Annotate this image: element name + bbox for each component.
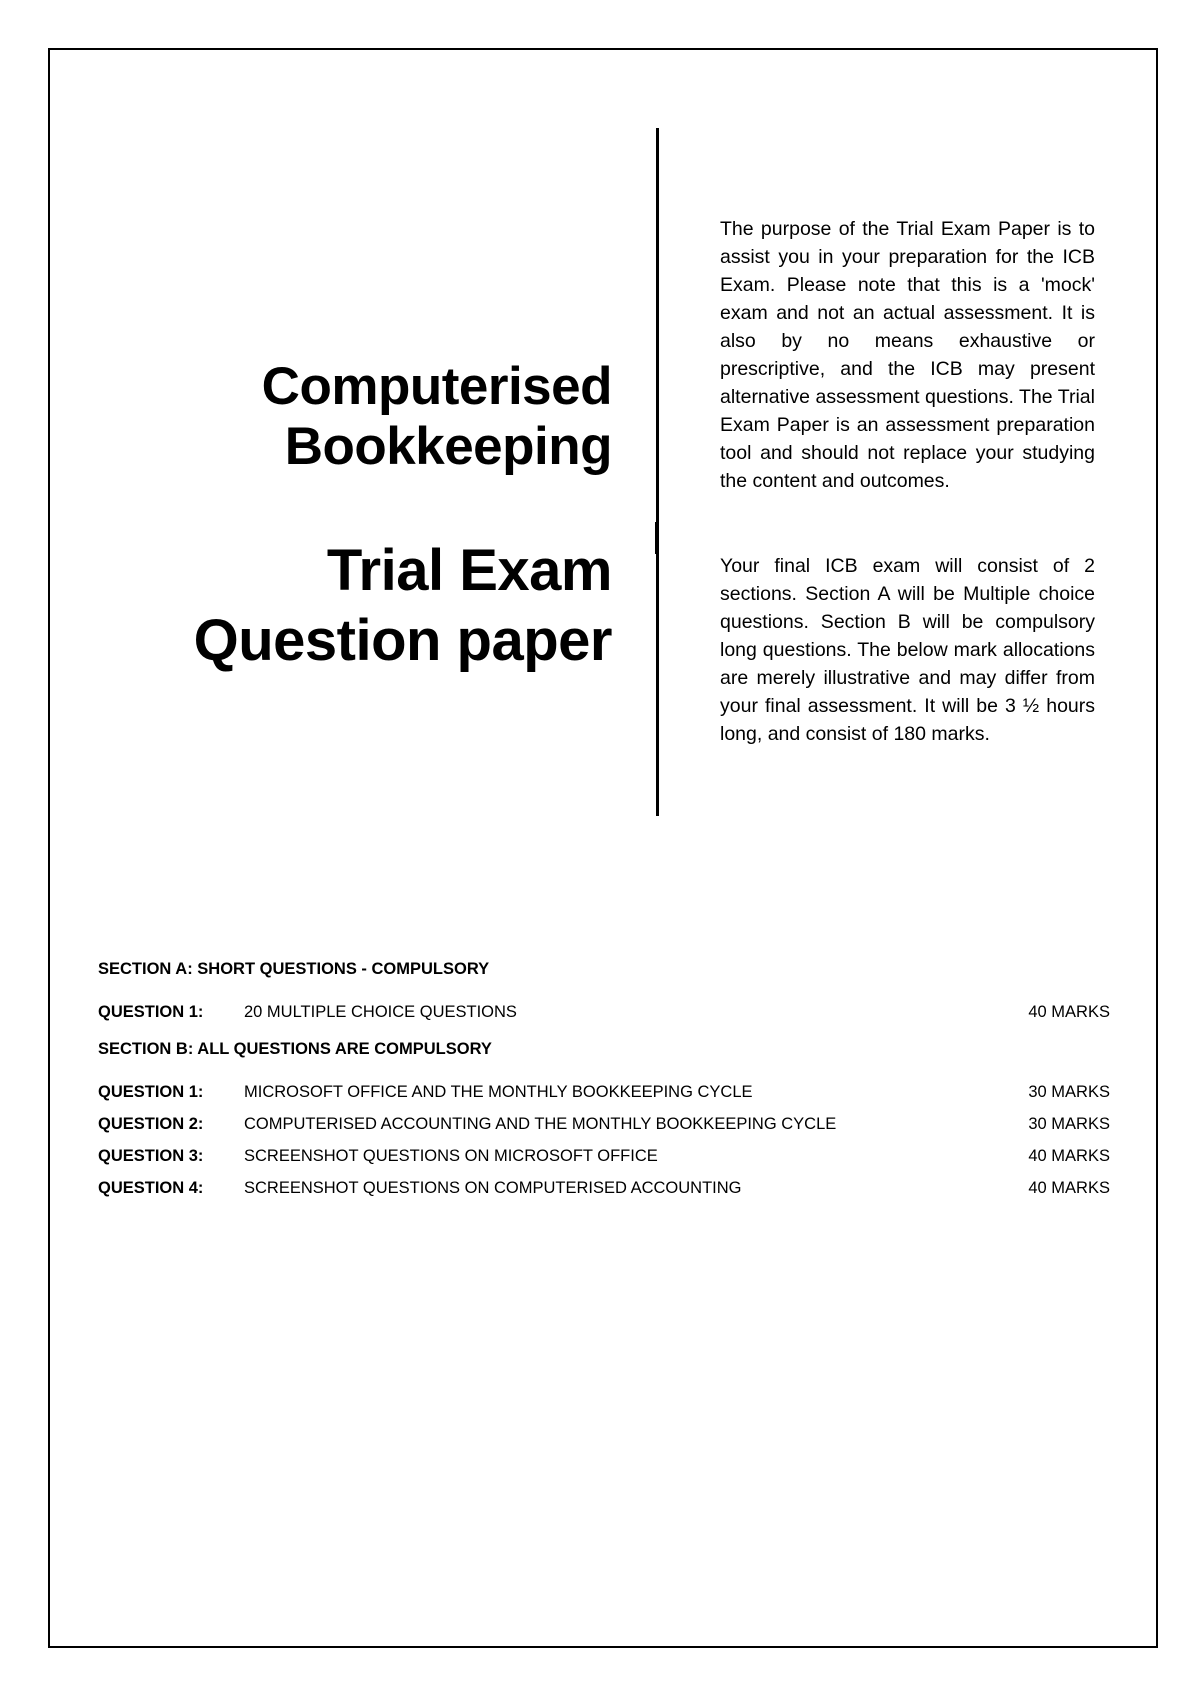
question-label: QUESTION 4: [98, 1179, 204, 1197]
intro-paragraph-1 [720, 215, 1095, 495]
section-b-heading: SECTION B: ALL QUESTIONS ARE COMPULSORY [98, 1040, 492, 1058]
subject-title-line2: Bookkeeping [284, 417, 612, 476]
question-label: QUESTION 1: [98, 1083, 204, 1101]
divider-tick [655, 522, 659, 554]
section-b-question-row [98, 1147, 1110, 1171]
question-description: SCREENSHOT QUESTIONS ON COMPUTERISED ACCOUNTING [244, 1179, 742, 1197]
intro-paragraph-2 [720, 552, 1095, 748]
paper-title-line2: Question paper [193, 608, 612, 673]
question-description: MICROSOFT OFFICE AND THE MONTHLY BOOKKEEPING CYCLE [244, 1083, 753, 1101]
intro-text-1: The purpose of the Trial Exam Paper is to assist you in your preparation for the ICB Exam. Please note that this is a 'mock' exam and not an actual assessment. It is also by no means exhaustive or prescriptive, and the ICB may present alternative assessment questions. The Trial Exam Paper is an assessment preparation tool and should not replace your studying the content and outcomes. [720, 218, 1095, 492]
section-a-heading: SECTION A: SHORT QUESTIONS - COMPULSORY [98, 960, 490, 978]
intro-text-2: Your final ICB exam will consist of 2 sections. Section A will be Multiple choice questions. Section B will be compulsory long questions. The below mark allocations are merely illustrative and may differ from your final assessment. It will be 3 ½ hours long, and consist of 180 marks. [720, 555, 1095, 745]
question-marks: 30 MARKS [1028, 1115, 1110, 1133]
subject-title [100, 357, 612, 477]
question-label: QUESTION 1: [98, 1003, 204, 1021]
question-marks: 40 MARKS [1028, 1179, 1110, 1197]
section-b-question-row [98, 1179, 1110, 1203]
question-description: COMPUTERISED ACCOUNTING AND THE MONTHLY BOOKKEEPING CYCLE [244, 1115, 837, 1133]
question-description: 20 MULTIPLE CHOICE QUESTIONS [244, 1003, 517, 1021]
paper-title-line1: Trial Exam [326, 538, 612, 603]
section-b-question-row [98, 1083, 1110, 1107]
subject-title-line1: Computerised [261, 357, 612, 416]
question-marks: 30 MARKS [1028, 1083, 1110, 1101]
question-description: SCREENSHOT QUESTIONS ON MICROSOFT OFFICE [244, 1147, 658, 1165]
vertical-divider [656, 128, 659, 816]
section-b-question-row [98, 1115, 1110, 1139]
paper-title [100, 536, 612, 676]
question-label: QUESTION 2: [98, 1115, 204, 1133]
question-label: QUESTION 3: [98, 1147, 204, 1165]
question-marks: 40 MARKS [1028, 1147, 1110, 1165]
question-marks: 40 MARKS [1028, 1003, 1110, 1021]
section-a-question-row [98, 1003, 1110, 1027]
